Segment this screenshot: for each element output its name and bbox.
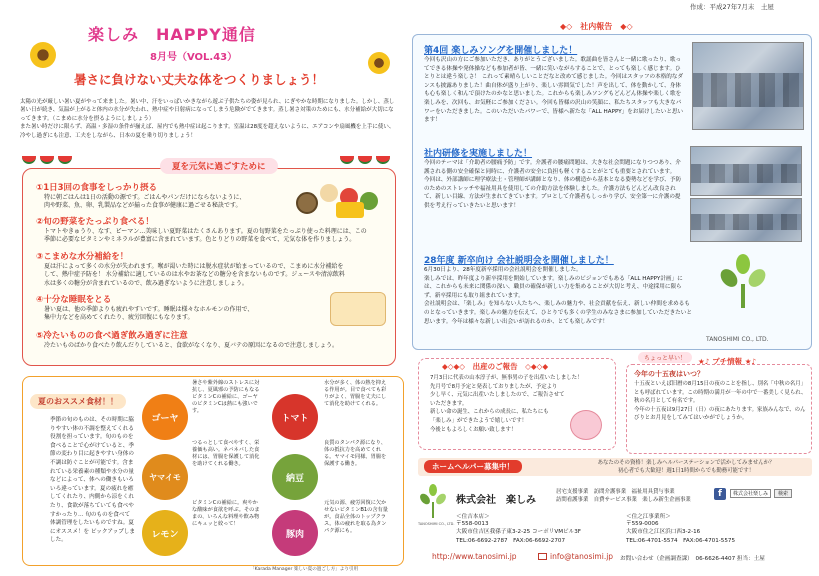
watermelon-icon: [340, 156, 354, 164]
sunflower-icon: [368, 52, 390, 74]
sleeping-illustration: [330, 292, 386, 326]
issue-label: 8月号（VOL.43）: [150, 52, 238, 63]
veg-yamaimo-desc: つるっとして食べやすく、栄養価も高い。ネバネバした食材には、胃腸を保護して消化を助けてくれる働き。: [192, 440, 260, 468]
vegetables-credit: 「Karada Manager 楽しい夏の過ごし方」より引用: [250, 567, 359, 572]
veg-goya-desc: 暑さや紫外線のストレスに対抗し、夏風邪の予防にもなるビタミンCの補給に、ゴーヤのビタミンCは熱にも強いです。: [192, 380, 260, 415]
email-icon: [538, 553, 547, 560]
company-news-heading: ◆◇ 社内報告 ◆◇: [560, 22, 633, 31]
veg-goya: ゴーヤ: [142, 394, 188, 440]
tip-4-title: ④十分な睡眠をとる: [36, 295, 112, 305]
veg-lemon: レモン: [142, 510, 188, 556]
vegetables-heading: 夏のおススメ食材！！: [30, 394, 126, 409]
recruit-title: ホームヘルパー募集中！: [424, 460, 522, 473]
mini-info-title: 今年の十五夜はいつ？: [634, 370, 704, 378]
mini-info-bubble: ちょっと早い！: [638, 352, 692, 363]
watermelon-icon: [376, 156, 390, 164]
tip-3-title: ③こまめな水分補給を！: [36, 252, 129, 262]
footer-logo-caption: TANOSHIMI CO., LTD.: [418, 522, 455, 526]
training-photo-1: [690, 146, 802, 196]
sunflower-icon: [30, 42, 56, 68]
vegetables-intro: 季節の旬のものは、その時期に脇りやすい体の不調を整えてくれる役割を担っています。旬のものを食べることで心がけていると、季節の変わり目に起きやすい身体の不調は防ぐことが可能です。含まれている栄養素の種類や水分の量などによって、体への働きもいろいろ違っています。夏の疲れを癒してくれたり、内側から涼をくれたり、食欲が落ちていても食べやすかったり… 旬のものを食べて体調管理をしたいものですね。夏にオススメ！を ピックアップしました。: [50, 417, 136, 544]
contact-info: お問い合わせ（企画調査課） 06-6626-4407 担当：土屋: [620, 556, 765, 562]
tip-5-title: ⑤冷たいものの食べ過ぎ飲み過ぎに注意: [36, 331, 188, 341]
tip-4-body: 暑い夏は、他の季節よりも疲れやすいです。睡眠は様々なホルモンの作用で、 集中力などを高めてくれたり、疲労回復にもなります。: [44, 306, 254, 322]
website-link[interactable]: http://www.tanosimi.jp: [432, 552, 517, 561]
veg-natto-desc: 良質のタンパク源になり、体の抵抗力を高めてくれる。ヤマイモ同様、胃腸を保護する働き。: [324, 440, 387, 468]
article-3-title: 28年度 新卒向け 会社説明会を開催しました！: [424, 256, 614, 266]
veg-pork-desc: 元気の源、疲労回復に欠かせないビタミンB1の含有量が。食品全体のトップクラス。体の疲れを取る為タンパク源にも。: [324, 500, 388, 535]
recruit-body: あなたのその資格！楽しみヘルパーステーションで活かしてみませんか？ 初心者でも大歓迎！週1日1時間からでも勤務可能です！: [597, 460, 775, 474]
veg-natto: 納豆: [272, 454, 318, 500]
tip-5-body: 冷たいものばかり食べたり飲んだりしていると、食欲がなくなり、夏バテの原因になるので注意しましょう。: [44, 342, 339, 349]
birth-report-heading: ◆◇◆◇ 出産のご報告 ◇◆◇◆: [442, 362, 549, 371]
birth-report-body: 7月3日に代表の山本淳子が、無事男の子を出産いたしました！ 先月号で8月予定と発表しておりましたが、予定より 少し早く、元気に出産いたしましたので、ご報告させて いただきます。 新しい命の誕生、これからの成長に、私たちにも 「楽しみ」ができたようで嬉しいです！ 今後ともよろしくお願い致します！: [430, 375, 583, 433]
article-3-body: 6月30日より、28年度新卒採用の会社説明会を開催しました。 楽しみでは、昨年度より新卒採用を開始しています。楽しみのビジョンでもある「ALL HAPPY計画」には、これからも未来に関係の深い、職員の確保が新しい力を集めることが大切と考え、中途採用に限らず、新卒採用にも取り組まれています。 会社説明会は、「楽しみ」を知らない人たちへ、楽しみの魅力や、社会貢献を伝え、新しい仲間を求めるものとなっていきます。楽しみの魅力を伝えて、ひとりでも多くの学生のみなさまに参加していただきたいと思います。今年は様々な新しい出会いが訪れるのか、とても楽しみです！: [424, 267, 692, 325]
summer-tips-heading: 夏を元気に過ごすために: [160, 158, 278, 174]
article-2-title: 社内研修を実施しました！: [424, 149, 533, 159]
tip-3-body: 夏は汗によって多くの水分が失われます。喉が渇いた時には脱水症状が始まっているので、こまめに水分補給を して、熱中症予防を！ 水分補給に適しているのは水やお茶などの糖分を含まないものです。ジュースや清涼飲料 水は多くの糖分が含まれているので、飲み過ぎないように注意しましょう。: [44, 263, 345, 287]
baby-illustration: [570, 410, 602, 440]
office-b-label: ＜住之江事業所＞: [626, 514, 671, 520]
intro-text: 太陽の光が厳しい暑い夏がやって来ました。暑い中、汗をいっぱいかきながら遊ぶ子供たちの姿が見られ、にぎやかな時期になりました。しかし、蒸し暑い日が続き、気温が上がると体内の水分が失われ、熱中症や日射病になってしまう危険がでてきます。蒸し暑さ対策のためにも、水分補給が大切になってきます。（こまめに水分を摂るようにしましょう） また暑い時だけに限らず、高温・多湿の条件が揃えば、屋内でも熱中症は起こります。室温は28度を超えないように、エアコンや扇風機を上手に使い、冷やし過ぎにも注意、工夫をしながら、日本の夏を乗り切りましょう！: [20, 99, 395, 139]
tip-2-title: ②旬の野菜をたっぷり食べる！: [36, 217, 154, 227]
mini-info-heading: ★♪ プチ情報 ★♪: [698, 357, 757, 366]
song-event-photo: [692, 42, 804, 130]
article-1-title: 第4回 楽しみソングを開催しました！: [424, 46, 578, 56]
veg-pork: 豚肉: [272, 510, 318, 556]
watermelon-icon: [40, 156, 54, 164]
tip-1-body: 特に朝ごはんは1日の活動の源です。ごはんやパンだけにならないように、 肉や野菜、魚、卵、乳製品などが揃った食事が健康に過ごせる秘訣です。: [44, 194, 246, 210]
mini-info-body: 十五夜といえば旧暦の8月15日の夜のことを指し、別名「中秋の名月」とも呼ばれています。この時期の満月が一年の中で一番美しく見られ、秋の名月として有名です。 今年の十五夜は9月27日（日）の夜にあたります。家族みんなで、のんびりとお月見をしてみてはいかがでしょうか。: [634, 381, 807, 422]
veg-yamaimo: ヤマイモ: [142, 454, 188, 500]
footer-logo-icon: [420, 484, 446, 520]
search-button[interactable]: 検索: [774, 489, 792, 498]
training-photo-2: [690, 198, 802, 242]
watermelon-icon: [358, 156, 372, 164]
logo-caption: TANOSHIMI CO., LTD.: [706, 336, 769, 343]
office-a-address: 〒558-0013 大阪市住吉区我孫子東3-2-25 コーポリVMビル3F TEL:06-6692-2787 FAX:06-6692-2707: [456, 521, 581, 544]
office-b-address: 〒559-0006 大阪市住之江区浜口西3-2-16 TEL:06-4701-5574 FAX:06-4701-5575: [626, 521, 736, 544]
watermelon-icon: [22, 156, 36, 164]
company-logo-icon: [714, 250, 774, 310]
meal-illustration: [296, 178, 388, 220]
article-1-body: 今回も沢山の方にご参加いただき、ありがとうございました。歌謡曲を皆さんと一緒に歌ったり、歌ってできる体操や発体操なども参加者が皆、一緒に笑いながらすることで、とっても楽しく感じます。ひとりとは違う楽しさ！ これって素晴らしいことだなと改めて感じました。今回はスタッフの本格的なダンスも披露ありました！曲自体が盛り上がり、楽しい雰囲気でした！声を出して、体を動かして、身体も心も楽しく和んで頂けたのかなと思いました。これからも楽しみソングもどんどん体操や楽しく歌を楽しみを、次回も、お気軽にご参加ください。今回も皆様の沢山の笑顔に、私たちスタッフも大きなパワーをいただきました。このいただいたパワーで、皆様へ新たな「ALL HAPPY」をお届けしたいと思います！: [424, 57, 684, 124]
tip-1-title: ①1日3回の食事をしっかり摂る: [36, 183, 158, 193]
veg-tomato: トマト: [272, 394, 318, 440]
created-by: 作成：平成27年7月末 土屋: [690, 3, 774, 11]
email-link[interactable]: info@tanosimi.jp: [550, 552, 614, 561]
footer-services: 居宅支援事業 訪問介護事業 福祉用具貸与事業 訪問看護事業 自費サービス事業 楽しみ新生企画事業: [556, 489, 691, 504]
tip-2-body: トマトやきゅうり、なす、ピーマン…美味しい夏野菜はたくさんあります。夏の旬野菜をたっぷり使った料理には、この 季節に必要なビタミンやミネラルが豊富に含まれています。色とりどりの野菜を食べて、元気な体を作りましょう。: [44, 228, 367, 244]
veg-lemon-desc: ビタミンCの補給に。爽やかな酸味が食欲を呼ぶ。そのままの、いろんな料理や飲み物にキュッと絞って！: [192, 500, 260, 528]
office-a-label: ＜住吉本店＞: [456, 514, 490, 520]
headline: 暑さに負けない丈夫な体をつくりましょう！: [74, 72, 325, 87]
veg-tomato-desc: 水分が多く、体の熱を抑える作用が。目で食べても彩りがよく、胃腸を丈夫にして消化を助けてくれる。: [324, 380, 387, 408]
facebook-icon[interactable]: f: [714, 488, 726, 500]
watermelon-icon: [58, 156, 72, 164]
footer-company-name: 株式会社 楽しみ: [456, 495, 536, 506]
newsletter-title: 楽しみ HAPPY通信: [88, 25, 256, 44]
facebook-label[interactable]: 株式会社楽しみ: [730, 489, 771, 498]
article-2-body: 今回のテーマは「介助者の腰痛予防」です。介護者の腰痛問題は、大きな社会問題になりつつあり、介護される側の安全確保と同時に、介護者の安全に負担も軽くすることがとても重要とされています。 今回は、外部講師に理学療法士・管理師が講師となり、体の構造から基本となる姿勢などを学び、予防のためのストレッチや福祉用具を使用しての介助方法を体験しました。介護方法もどんどん改良されて、新しい目線、方法が生まれてきています。プロとして介護者もしっかり学び、安全第一に介護の提供を考え行っていきたいと思います！: [424, 160, 682, 209]
